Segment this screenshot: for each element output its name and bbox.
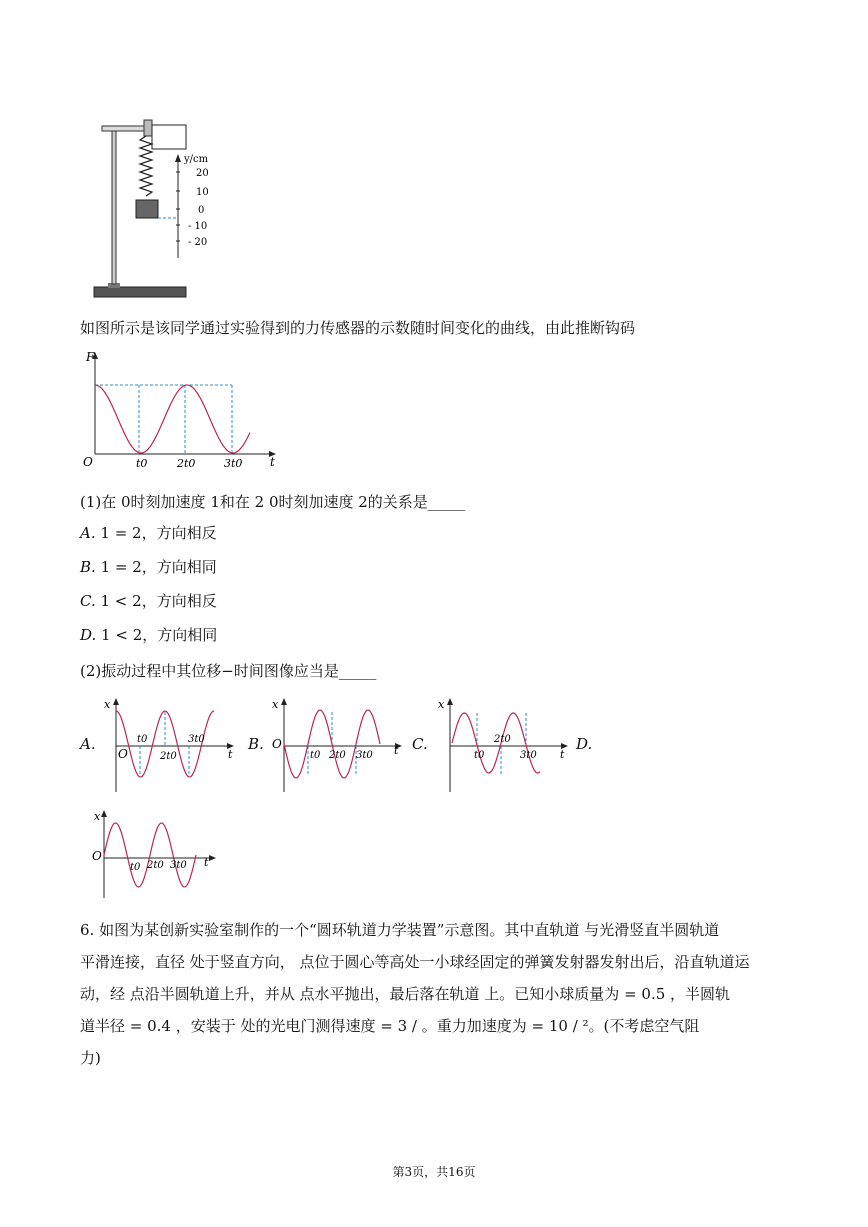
option-label: A. <box>80 524 96 542</box>
graph-d <box>90 808 220 900</box>
graph-d-tick: 3t0 <box>170 860 187 871</box>
option-text: 1 = 2，方向相同 <box>100 558 217 576</box>
option-text: 1 = 2，方向相反 <box>100 524 217 542</box>
q2-label-d: D. <box>576 735 593 753</box>
graph-a-tick: t0 <box>137 734 148 745</box>
graph-b <box>270 696 405 794</box>
force-time-graph <box>80 348 280 473</box>
graph-c-y-label: x <box>438 698 445 711</box>
apparatus-axis-label: y/cm <box>184 154 209 165</box>
q6-line: 动，经 点沿半圆轨道上升，并从 点水平抛出，最后落在轨道 上。已知小球质量为 = 0.5 ，半圆轨 <box>80 985 731 1003</box>
option-text: 1 < 2，方向相同 <box>101 626 218 644</box>
graph-c-tick: 2t0 <box>494 734 511 745</box>
graph-c-x-label: t <box>560 748 565 761</box>
graph-a-y-label: x <box>104 698 111 711</box>
graph-a-tick: 2t0 <box>160 751 177 762</box>
graph-b-tick: 2t0 <box>329 750 346 761</box>
option-label: B. <box>80 558 96 576</box>
graph-d-tick: t0 <box>130 862 141 873</box>
option-label: D. <box>80 626 97 644</box>
option-label: C. <box>80 592 96 610</box>
apparatus-figure <box>88 112 228 307</box>
force-origin-label: O <box>83 455 93 469</box>
apparatus-tick: 0 <box>198 205 205 216</box>
graph-d-x-label: t <box>204 856 209 869</box>
graph-a-origin: O <box>118 747 128 761</box>
force-tick: t0 <box>136 457 148 470</box>
q1-option-b <box>80 557 217 577</box>
apparatus-tick: 20 <box>196 168 209 179</box>
apparatus-tick: 10 <box>196 187 209 198</box>
option-text: 1 < 2，方向相反 <box>100 592 217 610</box>
graph-d-origin: O <box>92 849 102 863</box>
force-tick: 2t0 <box>177 457 196 470</box>
page-footer: 第3页，共16页 <box>392 1165 476 1179</box>
q1-option-c <box>80 591 217 611</box>
intro-text: 如图所示是该同学通过实验得到的力传感器的示数随时间变化的曲线，由此推断钩码 <box>80 319 636 337</box>
q2-label-a: A. <box>80 735 96 753</box>
q6-line: 力) <box>80 1049 101 1067</box>
graph-c <box>436 696 571 794</box>
graph-d-tick: 2t0 <box>147 860 164 871</box>
graph-b-tick: 3t0 <box>356 750 373 761</box>
q1-stem: (1)在 0时刻加速度 1和在 2 0时刻加速度 2的关系是_____ <box>80 493 466 511</box>
q6-line: 道半径 = 0.4 ，安装于 处的光电门测得速度 = 3 / 。重力加速度为 = 10 / ²。(不考虑空气阻 <box>80 1017 700 1035</box>
graph-c-tick: t0 <box>474 750 485 761</box>
q2-label-c: C. <box>412 735 428 753</box>
force-x-label: t <box>270 455 275 469</box>
force-tick: 3t0 <box>224 457 243 470</box>
q2-label-b: B. <box>248 735 264 753</box>
q6-line: 平滑连接，直径 处于竖直方向， 点位于圆心等高处一小球经固定的弹簧发射器发射出后，沿直轨道运 <box>80 953 750 971</box>
graph-d-y-label: x <box>94 810 101 823</box>
q2-stem: (2)振动过程中其位移−时间图像应当是_____ <box>80 662 377 680</box>
q6-paragraph <box>80 914 800 1074</box>
force-y-label: F <box>86 350 95 364</box>
graph-a-tick: 3t0 <box>188 734 205 745</box>
q6-line: 6. 如图为某创新实验室制作的一个“圆环轨道力学装置”示意图。其中直轨道 与光滑竖直半圆轨道 <box>80 921 720 939</box>
graph-a-x-label: t <box>228 748 233 761</box>
graph-b-tick: t0 <box>310 750 321 761</box>
graph-c-tick: 3t0 <box>520 750 537 761</box>
apparatus-tick: - 20 <box>188 237 208 248</box>
graph-b-x-label: t <box>394 744 399 757</box>
apparatus-tick: - 10 <box>188 221 208 232</box>
q1-option-d <box>80 625 217 645</box>
q1-option-a <box>80 523 217 543</box>
graph-a <box>102 696 237 794</box>
graph-b-origin: O <box>272 737 282 751</box>
graph-b-y-label: x <box>272 698 279 711</box>
